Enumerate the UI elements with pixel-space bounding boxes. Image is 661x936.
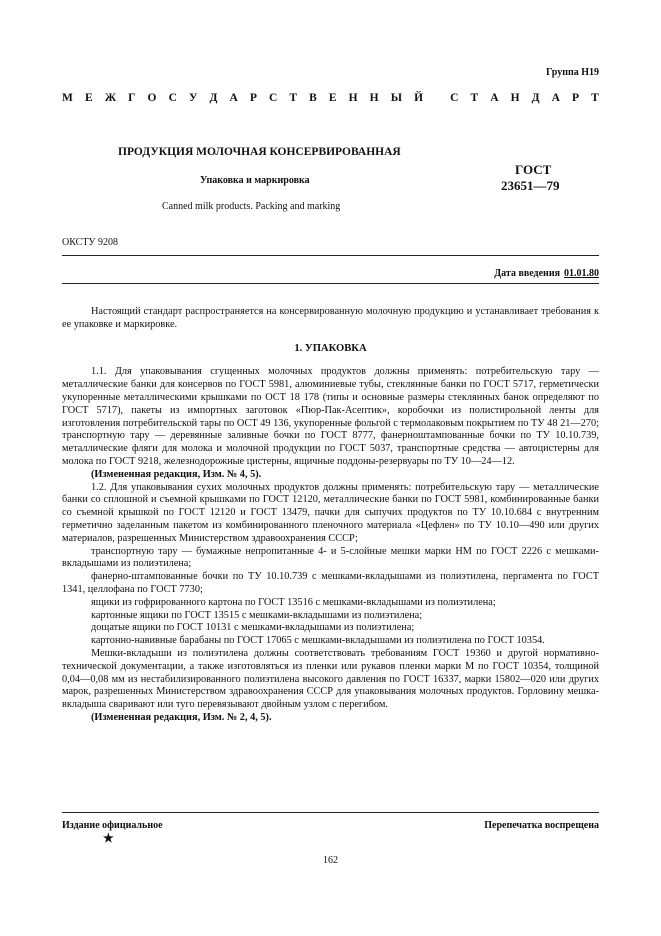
banner-letter: Н (369, 92, 379, 104)
paragraph-dosch: дощатые ящики по ГОСТ 10131 с мешками-вкладышами из полиэтилена; (91, 622, 415, 634)
star-icon: ★ (103, 831, 114, 845)
gost-number: 23651—79 (501, 178, 560, 193)
official-edition: Издание официальное (62, 820, 163, 831)
banner-letter: А (229, 92, 238, 104)
banner-letter: С (168, 92, 177, 104)
banner-letter: Д (209, 92, 218, 104)
document-body (62, 306, 599, 725)
paragraph-1-1: 1.1. Для упаковывания сгущенных молочных продуктов должны применять: потребительскую тару — металлические банки для консервов по ГОСТ 5981, алюминиевые тубы, стеклянные банки по ГОСТ 5717, герметически укупоренные металлическими крышками по ОСТ 18 178 (типы и основные размеры стеклянных банок определяют по ГОСТ 5717), пакеты из импортных заготовок «Пюр-Пак-Асептик», коробочки из полистирольной ленты для изготовления потребительской тары по ОСТ 49 136, укупоренные фольгой с термолаковым покрытием по ТУ 48 21—270; транспортную тару — деревянные заливные бочки по ГОСТ 8777, фанерноштампованные бочки по ТУ 10.10.739, металлические фляги для молока и молочной продукции по ГОСТ 5037, транспортные средства — автоцистерны для молока по ГОСТ 9218, железнодорожные цистерны, ящичные поддоны-резервуары по ТУ 10—24—12. (62, 366, 599, 467)
effective-date (494, 268, 599, 279)
document-title: ПРОДУКЦИЯ МОЛОЧНАЯ КОНСЕРВИРОВАННАЯ (118, 146, 401, 158)
banner-letter: Ы (390, 92, 402, 104)
intro-paragraph: Настоящий стандарт распространяется на консервированную молочную продукцию и устанавливает требования к ее упаковке и маркировке. (62, 306, 599, 330)
page-number: 162 (323, 855, 338, 866)
banner-letter: Т (289, 92, 298, 104)
banner-letter: Н (348, 92, 358, 104)
banner-letter: Т (591, 92, 599, 104)
banner-letter: Т (470, 92, 479, 104)
section-heading: 1. УПАКОВКА (294, 342, 367, 354)
banner-letter: Р (249, 92, 257, 104)
reprint-notice: Перепечатка воспрещена (484, 820, 599, 831)
banner-letter: О (147, 92, 157, 104)
banner-letter: С (269, 92, 278, 104)
group-code: Группа Н19 (546, 67, 599, 78)
paragraph-1-2: 1.2. Для упаковывания сухих молочных продуктов должны применять: потребительскую тару — металлические банки со сплошной и съемной крышками по ГОСТ 12120, металлические банки по ГОСТ 5981, комбинированные банки со съемной крышкой по ГОСТ 12120 и ГОСТ 13479, пачки для сыпучих продуктов по ТУ 10.10.684 с внутренним герметично заделанным пакетом из комбинированного пленочного материала «Цефлен» по ТУ 10.10—490 или других материалов, разрешенных Министерством здравоохранения СССР; (62, 481, 599, 544)
effective-date-value: 01.01.80 (564, 268, 599, 279)
banner-letter: Н (510, 92, 520, 104)
banner-letter: Р (572, 92, 580, 104)
banner-letter: В (309, 92, 317, 104)
effective-date-label: Дата введения (494, 268, 560, 279)
banner-letter: Ж (104, 92, 117, 104)
divider (62, 812, 599, 813)
banner-letter: Е (328, 92, 337, 104)
gost-label: ГОСТ (515, 162, 552, 177)
english-title: Canned milk products. Packing and marking (162, 201, 341, 212)
banner-letter: М (62, 92, 73, 104)
banner-letter: Д (531, 92, 540, 104)
paragraph-navivn: картонно-навивные барабаны по ГОСТ 17065 с мешками-вкладышами из полиэтилена по ГОСТ 10354. (91, 635, 545, 647)
paragraph-faner: фанерно-штампованные бочки по ТУ 10.10.739 с мешками-вкладышами из полиэтилена, пергамента по ГОСТ 1341, целлофана по ГОСТ 7730; (62, 571, 599, 595)
okstu-code: ОКСТУ 9208 (62, 237, 119, 248)
standard-banner (62, 92, 599, 104)
banner-letter: У (188, 92, 198, 104)
edition-note: (Измененная редакция, Изм. № 4, 5). (91, 468, 262, 480)
edition-note: (Измененная редакция, Изм. № 2, 4, 5). (91, 711, 272, 723)
banner-letter: Г (128, 92, 136, 104)
banner-letter: А (490, 92, 499, 104)
divider (62, 255, 599, 256)
banner-letter: Е (84, 92, 93, 104)
banner-letter: Й (414, 92, 424, 104)
divider (62, 283, 599, 284)
banner-letter: С (450, 92, 459, 104)
document-subtitle: Упаковка и маркировка (200, 175, 310, 186)
paragraph-gofr: ящики из гофрированного картона по ГОСТ 13516 с мешками-вкладышами из полиэтилена; (91, 596, 496, 608)
paragraph-meshki: Мешки-вкладыши из полиэтилена должны соответствовать требованиям ГОСТ 19360 и другой нормативно-технической документации, а также изготовляться из пленки или рукавов пленки марки М по ГОСТ 10354, толщиной 0,04—0,08 мм из нестабилизированного полиэтилена высокого давления по ГОСТ 16337, марки 15802—020 или других марок, разрешенных Министерством здравоохранения СССР для упаковывания молочных продуктов. Горловину мешка-вкладыша сваривают или туго перевязывают двойным узлом с перегибом. (62, 647, 599, 711)
paragraph-karton: картонные ящики по ГОСТ 13515 с мешками-вкладышами из полиэтилена; (91, 609, 423, 621)
banner-letter (435, 92, 438, 104)
paragraph-transport: транспортную тару — бумажные непропитанные 4- и 5-слойные мешки марки НМ по ГОСТ 2226 с мешками-вкладышами из полиэтилена; (62, 545, 599, 570)
banner-letter: А (551, 92, 560, 104)
